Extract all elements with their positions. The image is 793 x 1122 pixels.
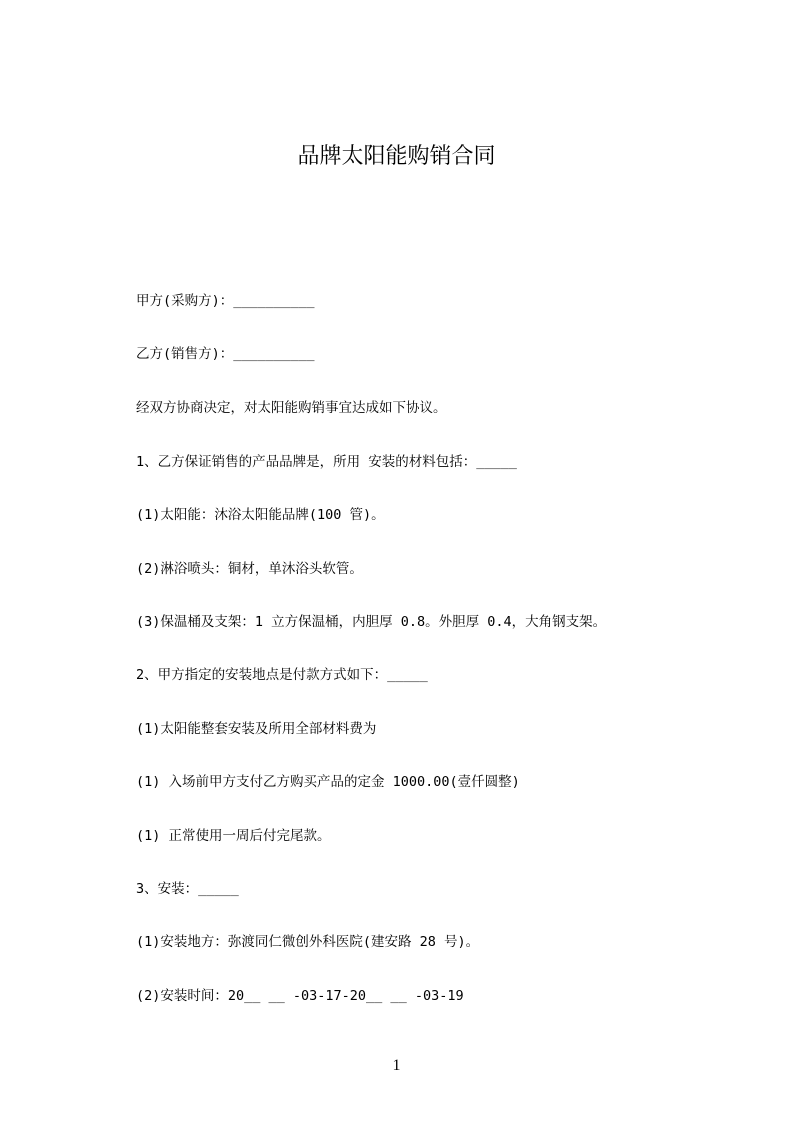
clause-1-item-2: (2)淋浴喷头：铜材，单沐浴头软管。 [136, 561, 363, 577]
clause-3-item-2: (2)安装时间：20__ __ -03-17-20__ __ -03-19 [136, 988, 464, 1004]
clause-2-item-3: (1) 正常使用一周后付完尾款。 [136, 828, 331, 844]
clause-1-heading: 1、乙方保证销售的产品品牌是，所用 安装的材料包括：_____ [136, 454, 517, 470]
clause-1-item-3: (3)保温桶及支架：1 立方保温桶，内胆厚 0.8。外胆厚 0.4，大角钢支架。 [136, 614, 607, 630]
party-b-line: 乙方(销售方)：__________ [136, 346, 315, 362]
clause-3-item-1: (1)安装地方：弥渡同仁微创外科医院(建安路 28 号)。 [136, 934, 480, 950]
clause-1-item-1: (1)太阳能：沐浴太阳能品牌(100 管)。 [136, 507, 385, 523]
party-a-line: 甲方(采购方)：__________ [136, 293, 315, 309]
clause-2-item-1: (1)太阳能整套安装及所用全部材料费为 [136, 721, 377, 737]
clause-2-item-2: (1) 入场前甲方支付乙方购买产品的定金 1000.00(壹仟圆整) [136, 774, 520, 790]
page-number: 1 [392, 1057, 401, 1074]
agreement-intro: 经双方协商决定，对太阳能购销事宜达成如下协议。 [136, 400, 447, 416]
clause-2-heading: 2、甲方指定的安装地点是付款方式如下：_____ [136, 667, 428, 683]
clause-3-heading: 3、安装：_____ [136, 881, 239, 897]
document-title: 品牌太阳能购销合同 [297, 144, 496, 169]
